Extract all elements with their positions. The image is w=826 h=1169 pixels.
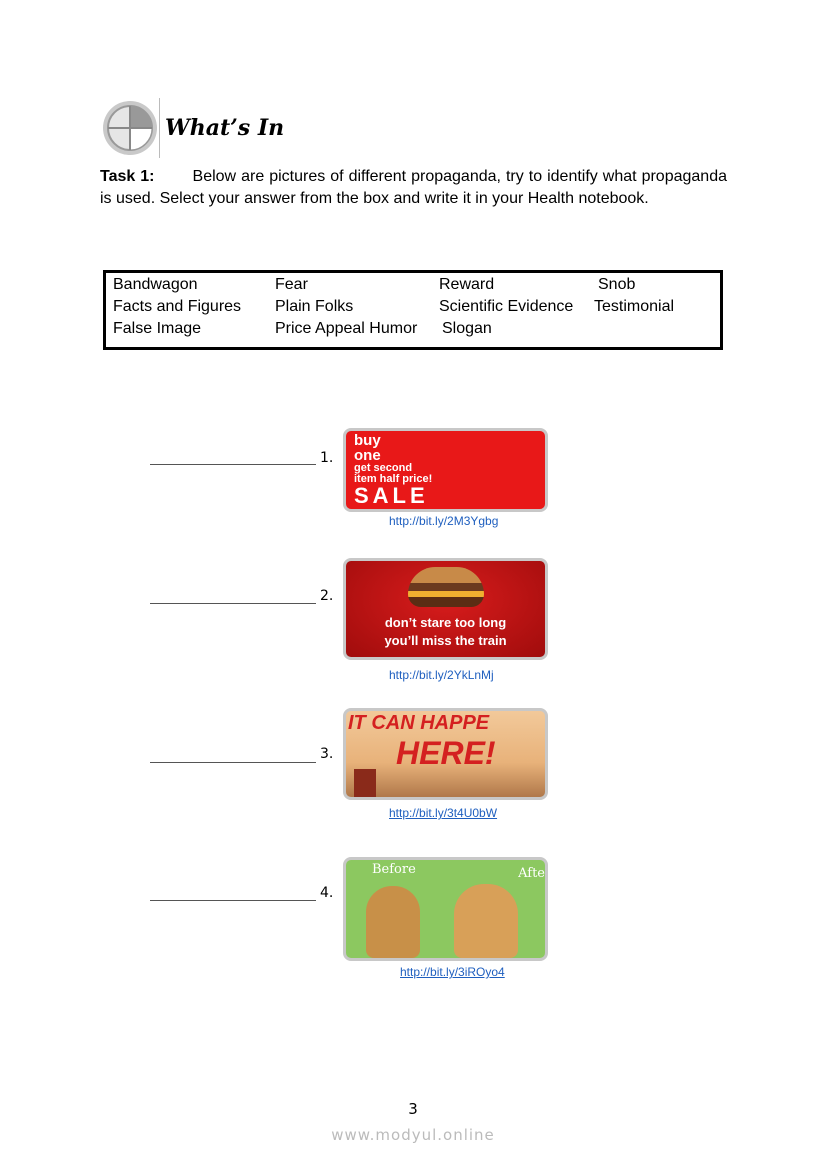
item-number: 1. [320, 450, 334, 466]
choice: Scientific Evidence [439, 298, 574, 315]
answer-blank[interactable] [150, 464, 316, 465]
item-number: 4. [320, 885, 334, 901]
image-text: one [354, 447, 381, 464]
choice: Testimonial [594, 298, 675, 315]
lion-after-graphic [454, 884, 518, 958]
choices-box [103, 270, 723, 350]
poster-image [343, 708, 548, 800]
answer-blank[interactable] [150, 603, 316, 604]
item-number: 3. [320, 746, 334, 762]
section-title: What’s In [165, 115, 285, 141]
burger-graphic [408, 567, 484, 607]
image-text: HERE! [396, 735, 496, 771]
lion-before-graphic [366, 886, 420, 958]
choice: Snob [598, 276, 636, 293]
task-instructions [100, 166, 727, 210]
source-link[interactable]: http://bit.ly/3iROyo4 [400, 965, 505, 979]
task-text: Below are pictures of different propaganda, try to identify what propaganda is used. Select your answer from the box and write it in your Health notebook. [100, 168, 727, 207]
puzzle-icon [103, 101, 157, 155]
answer-blank[interactable] [150, 762, 316, 763]
lion-before-after-image [343, 857, 548, 961]
source-link[interactable]: http://bit.ly/2YkLnMj [389, 668, 494, 682]
image-text: don’t stare too long [384, 615, 507, 630]
choice: Slogan [442, 320, 492, 337]
choice: Fear [275, 276, 308, 293]
image-text: item half price! [354, 473, 433, 485]
image-text: you’ll miss the train [384, 633, 507, 648]
choice: Facts and Figures [113, 298, 242, 315]
source-link[interactable]: http://bit.ly/2M3Ygbg [389, 514, 499, 528]
divider [159, 98, 160, 158]
image-text: SALE [354, 483, 429, 508]
task-label: Task 1: [100, 168, 155, 185]
choice: Price Appeal Humor [275, 320, 418, 337]
sale-ad-image [343, 428, 548, 512]
choice: Reward [439, 276, 495, 293]
watermark: www.modyul.online [331, 1126, 495, 1144]
image-text: IT CAN HAPPE [348, 712, 490, 734]
choice: Plain Folks [275, 298, 354, 315]
image-text: buy [354, 432, 381, 449]
choice: Bandwagon [113, 276, 198, 293]
source-link[interactable]: http://bit.ly/3t4U0bW [389, 806, 498, 820]
building-graphic [354, 769, 376, 797]
choice: False Image [113, 320, 202, 337]
burger-ad-image [343, 558, 548, 660]
answer-blank[interactable] [150, 900, 316, 901]
image-text: Before [372, 862, 416, 877]
image-text: Afte [518, 866, 545, 881]
page-number: 3 [408, 1100, 418, 1118]
item-number: 2. [320, 588, 334, 604]
image-text: get second [354, 462, 413, 474]
